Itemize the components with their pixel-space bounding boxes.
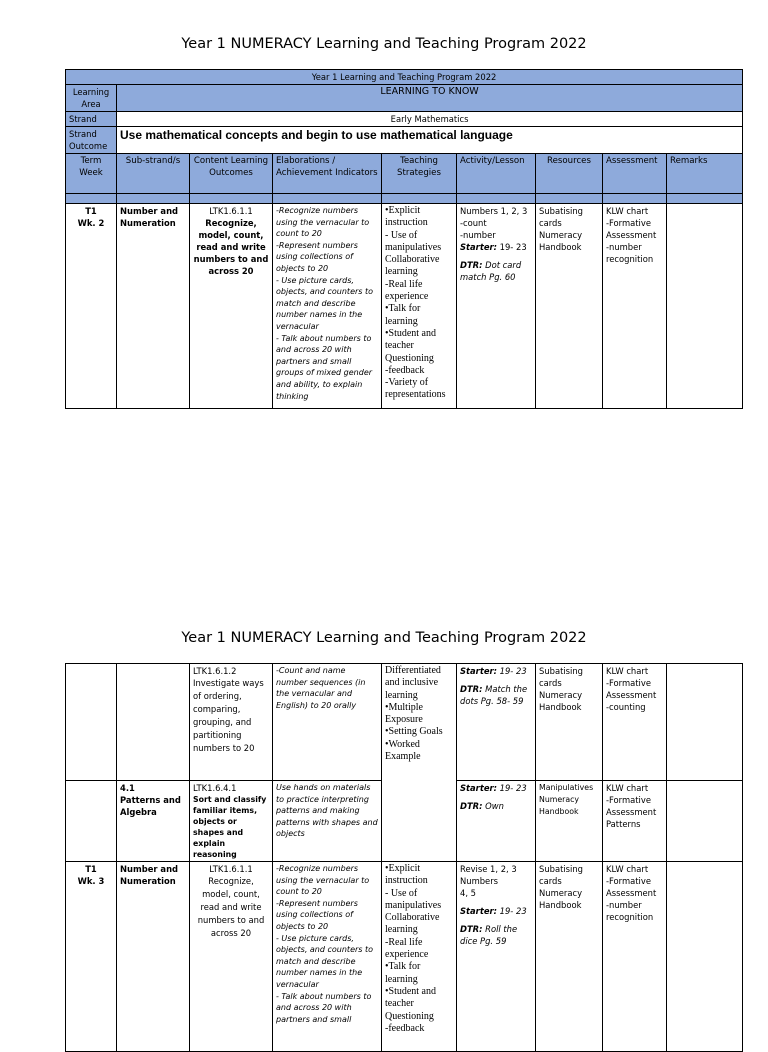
col-header-remarks: Remarks — [667, 154, 743, 194]
resources-cell: Subatising cards Numeracy Handbook — [536, 204, 603, 409]
sub-strand-cell: Number and Numeration — [117, 862, 190, 1052]
assessment-cell: KLW chart -Formative Assessment Patterns — [603, 781, 667, 862]
clo-text: Recognize, model, count, read and write numbers to and across 20 — [193, 218, 269, 276]
strategies-cell: •Explicit instruction - Use of manipulatives Collaborative learning -Real life experience •Talk for learning •Student and teacher Questioning -feedback — [382, 862, 457, 1052]
page-title-2: Year 1 NUMERACY Learning and Teaching Program 2022 — [181, 630, 587, 646]
assessment-cell: KLW chart -Formative Assessment -number recognition — [603, 862, 667, 1052]
term-week-cell: T1 Wk. 2 — [66, 204, 117, 409]
activity-cell — [457, 781, 536, 862]
activity-dtr: DTR: Roll the dice Pg. 59 — [460, 924, 518, 946]
strategies-cell: Differentiated and inclusive learning •Multiple Exposure •Setting Goals •Worked Example — [382, 664, 457, 862]
activity-starter: Starter: 19- 23 — [460, 783, 527, 793]
elaborations-cell: -Recognize numbers using the vernacular to count to 20 -Represent numbers using collections of objects to 20 - Use picture cards, objects, and counters to match and describe number names in the vernacular - Talk about numbers to and across 20 with partners and small — [273, 862, 382, 1052]
col-header-elaborations: Elaborations / Achievement Indicators — [273, 154, 382, 194]
term-week-cell — [66, 664, 117, 781]
clo-cell — [190, 204, 273, 409]
clo-code: LTK1.6.1.2 — [193, 666, 237, 676]
clo-text: Investigate ways of ordering, comparing, grouping, and partitioning numbers to 20 — [193, 678, 264, 753]
elaborations-cell: -Count and name number sequences (in the vernacular and English) to 20 orally — [273, 664, 382, 781]
table-row — [66, 664, 743, 781]
col-header-resources: Resources — [536, 154, 603, 194]
strand-outcome-value: Use mathematical concepts and begin to use mathematical language — [117, 127, 743, 154]
assessment-cell: KLW chart -Formative Assessment -number recognition — [603, 204, 667, 409]
activity-starter: Starter: 19- 23 — [460, 666, 527, 676]
activity-cell — [457, 664, 536, 781]
program-table-page1 — [65, 69, 743, 409]
term-week-cell — [66, 781, 117, 862]
strategies-cell: •Explicit instruction - Use of manipulatives Collaborative learning -Real life experience •Talk for learning •Student and teacher Questioning -feedback -Variety of representations — [382, 204, 457, 409]
sub-strand-code: 4.1 — [120, 783, 135, 793]
learning-area-label: Learning Area — [66, 85, 117, 112]
elaborations-cell: Use hands on materials to practice interpreting patterns and making patterns with shapes and objects — [273, 781, 382, 862]
activity-dtr: DTR: Own — [460, 801, 504, 811]
resources-cell: Subatising cards Numeracy Handbook — [536, 862, 603, 1052]
strand-value: Early Mathematics — [117, 112, 743, 127]
activity-cell — [457, 204, 536, 409]
clo-code: LTK1.6.4.1 — [193, 783, 237, 793]
sub-strand-cell — [117, 664, 190, 781]
resources-cell: Subatising cards Numeracy Handbook — [536, 664, 603, 781]
remarks-cell — [667, 664, 743, 781]
col-header-sub-strand: Sub-strand/s — [117, 154, 190, 194]
activity-starter: Starter: 19- 23 — [460, 906, 527, 916]
sub-strand-name: Patterns and Algebra — [120, 795, 181, 817]
strand-label: Strand — [66, 112, 117, 127]
elaborations-cell: -Recognize numbers using the vernacular to count to 20 -Represent numbers using collections of objects to 20 - Use picture cards, objects, and counters to match and describe number names in the vernacular - Talk about numbers to and across 20 with partners and small groups of mixed gender and ability, to explain thinking — [273, 204, 382, 409]
activity-cell — [457, 862, 536, 1052]
strand-outcome-label: Strand Outcome — [66, 127, 117, 154]
term-week-cell: T1 Wk. 3 — [66, 862, 117, 1052]
sub-strand-cell — [117, 781, 190, 862]
table-header-title: Year 1 Learning and Teaching Program 2022 — [66, 70, 743, 85]
remarks-cell — [667, 204, 743, 409]
clo-code: LTK1.6.1.1 — [209, 206, 253, 216]
col-header-activity: Activity/Lesson — [457, 154, 536, 194]
clo-cell — [190, 781, 273, 862]
activity-numbers: Numbers 1, 2, 3 -count -number — [460, 206, 528, 240]
clo-text: Recognize, model, count, read and write numbers to and across 20 — [197, 876, 265, 938]
table-row — [66, 862, 743, 1052]
page-title: Year 1 NUMERACY Learning and Teaching Program 2022 — [181, 36, 587, 52]
clo-text: Sort and classify familiar items, objects or shapes and explain reasoning — [193, 795, 267, 859]
remarks-cell — [667, 862, 743, 1052]
resources-cell: Manipulatives Numeracy Handbook — [536, 781, 603, 862]
sub-strand-cell: Number and Numeration — [117, 204, 190, 409]
program-table-page2 — [65, 663, 743, 1052]
table-row — [66, 204, 743, 409]
clo-code: LTK1.6.1.1 — [209, 864, 253, 874]
activity-dtr: DTR: Dot card match Pg. 60 — [460, 260, 522, 282]
col-header-term-week: Term Week — [66, 154, 117, 194]
col-header-teaching-strategies: Teaching Strategies — [382, 154, 457, 194]
assessment-cell: KLW chart -Formative Assessment -counting — [603, 664, 667, 781]
activity-dtr: DTR: Match the dots Pg. 58- 59 — [460, 684, 528, 706]
col-header-assessment: Assessment — [603, 154, 667, 194]
clo-cell — [190, 664, 273, 781]
clo-cell — [190, 862, 273, 1052]
activity-starter: Starter: 19- 23 — [460, 242, 527, 252]
remarks-cell — [667, 781, 743, 862]
col-header-content-outcomes: Content Learning Outcomes — [190, 154, 273, 194]
activity-numbers: Revise 1, 2, 3 Numbers 4, 5 — [460, 864, 517, 898]
learning-area-value: LEARNING TO KNOW — [117, 85, 743, 112]
